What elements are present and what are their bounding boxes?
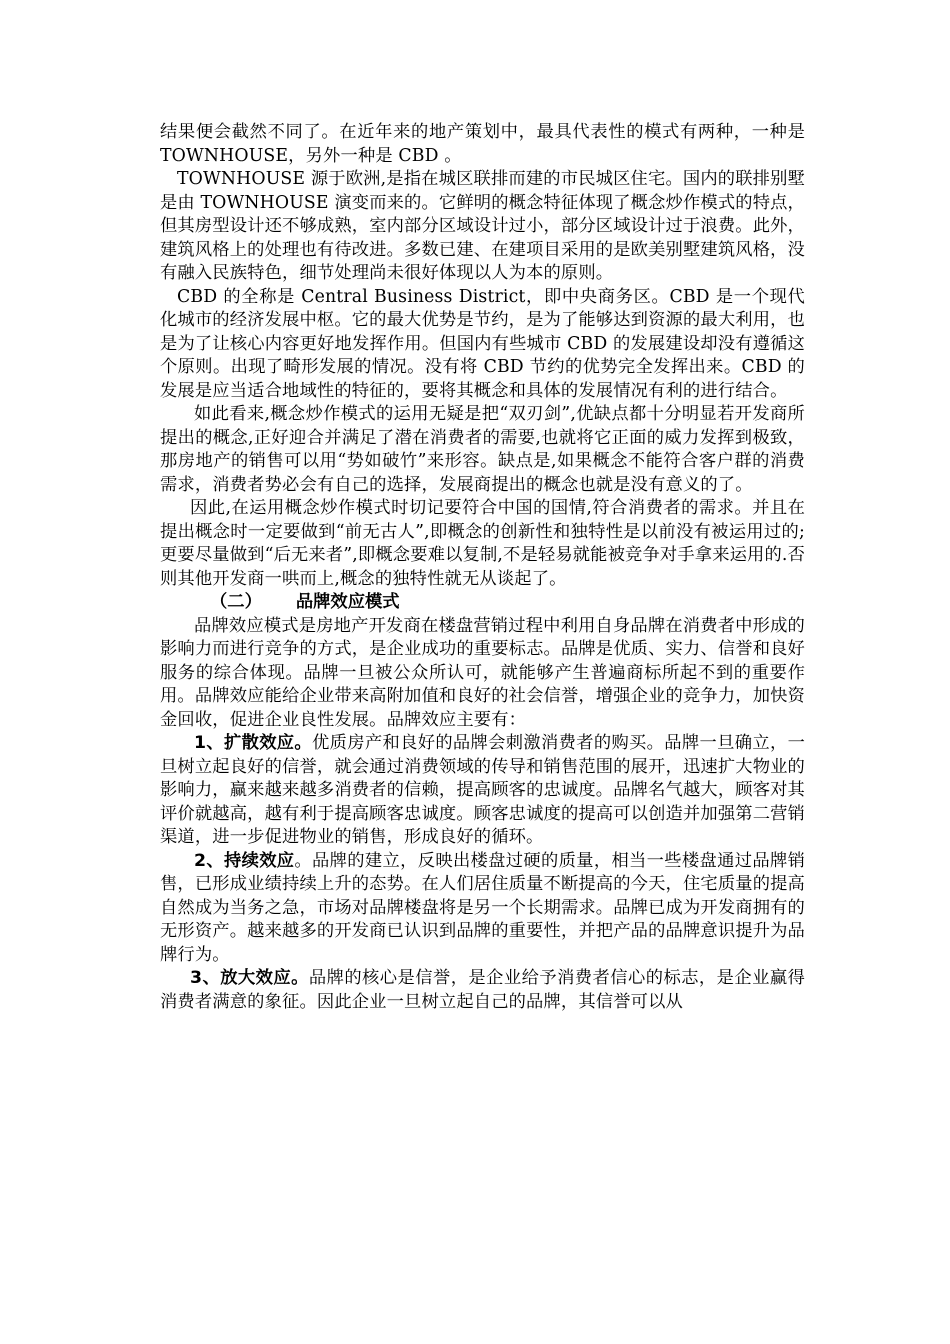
- item-sep-continuity: 。: [294, 850, 313, 871]
- paragraph-conclusion: 因此,在运用概念炒作模式时切记要符合中国的国情,符合消费者的需求。并且在提出概念时一定要做到“前无古人”,即概念的创新性和独特性是以前没有被运用过的; 更要尽量做到“后无来者”,即概念要难以复制,不是轻易就能被竞争对手拿来运用的.否则其他开发商一哄而上,概念的独特性就无从谈起了。: [160, 498, 805, 589]
- paragraph-brand-intro: 品牌效应模式是房地产开发商在楼盘营销过程中利用自身品牌在消费者中形成的影响力而进行竞争的方式，是企业成功的重要标志。品牌是优质、实力、信誉和良好服务的综合体现。品牌一旦被公众所认可，就能够产生普遍商标所起不到的重要作用。品牌效应能给企业带来高附加值和良好的社会信誉，增强企业的竞争力，加快资金回收，促进企业良性发展。品牌效应主要有：: [160, 615, 805, 730]
- section-number: （二）: [210, 592, 262, 612]
- paragraph-diffusion-effect: [160, 732, 805, 850]
- paragraph-amplification-effect: [160, 967, 805, 1014]
- paragraph-double-edged: 如此看来,概念炒作模式的运用无疑是把“双刃剑”,优缺点都十分明显若开发商所提出的概念,正好迎合并满足了潜在消费者的需要,也就将它正面的威力发挥到极致，那房地产的销售可以用“势如破竹”来形容。缺点是,如果概念不能符合客户群的消费需求，消费者势必会有自己的选择，发展商提出的概念也就是没有意义的了。: [160, 404, 805, 495]
- item-text-diffusion: 优质房产和良好的品牌会刺激消费者的购买。品牌一旦确立，一旦树立起良好的信誉，就会通过消费领域的传导和销售范围的展开，迅速扩大物业的影响力，赢来越来越多消费者的信赖，提高顾客的忠诚度。品牌名气越大，顾客对其评价就越高，越有利于提高顾客忠诚度。顾客忠诚度的提高可以创造并加强第二营销渠道，进一步促进物业的销售，形成良好的循环。: [160, 733, 805, 847]
- section-heading: [160, 591, 805, 615]
- paragraph-cbd: CBD 的全称是 Central Business District，即中央商务区。CBD 是一个现代化城市的经济发展中枢。它的最大优势是节约，是为了能够达到资源的最大利用，也是为了让核心内容更好地发挥作用。但国内有些城市 CBD 的发展建设却没有遵循这个原则。出现了畸形发展的情况。没有将 CBD 节约的优势完全发挥出来。CBD 的发展是应当适合地域性的特征的，要将其概念和具体的发展情况有利的进行结合。: [160, 286, 805, 401]
- paragraph-intro-end: 结果便会截然不同了。在近年来的地产策划中，最具代表性的模式有两种，一种是 TOWNHOUSE，另外一种是 CBD 。: [160, 122, 805, 166]
- item-label-amplification: 3、放大效应。: [190, 968, 309, 988]
- item-text-continuity: 品牌的建立，反映出楼盘过硬的质量，相当一些楼盘通过品牌销售，已形成业绩持续上升的态势。在人们居住质量不断提高的今天，住宅质量的提高自然成为当务之急，市场对品牌楼盘将是另一个长期需求。品牌已成为开发商拥有的无形资产。越来越多的开发商已认识到品牌的重要性，并把产品的品牌意识提升为品牌行为。: [160, 850, 805, 965]
- section-title: 品牌效应模式: [295, 592, 400, 612]
- item-text-amplification: 品牌的核心是信誉，是企业给予消费者信心的标志，是企业赢得消费者满意的象征。因此企业一旦树立起自己的品牌，其信誉可以从: [160, 968, 806, 1012]
- item-label-continuity: 2、持续效应: [194, 850, 295, 871]
- document-page: [160, 121, 805, 1014]
- item-label-diffusion: 1、扩散效应。: [194, 733, 313, 753]
- paragraph-townhouse: TOWNHOUSE 源于欧洲,是指在城区联排而建的市民城区住宅。国内的联排别墅是由 TOWNHOUSE 演变而来的。它鲜明的概念特征体现了概念炒作模式的特点，但其房型设计还不够成熟，室内部分区域设计过小，部分区域设计过于浪费。此外，建筑风格上的处理也有待改进。多数已建、在建项目采用的是欧美别墅建筑风格，没有融入民族特色，细节处理尚未很好体现以人为本的原则。: [160, 169, 805, 283]
- paragraph-continuity-effect: [160, 850, 805, 968]
